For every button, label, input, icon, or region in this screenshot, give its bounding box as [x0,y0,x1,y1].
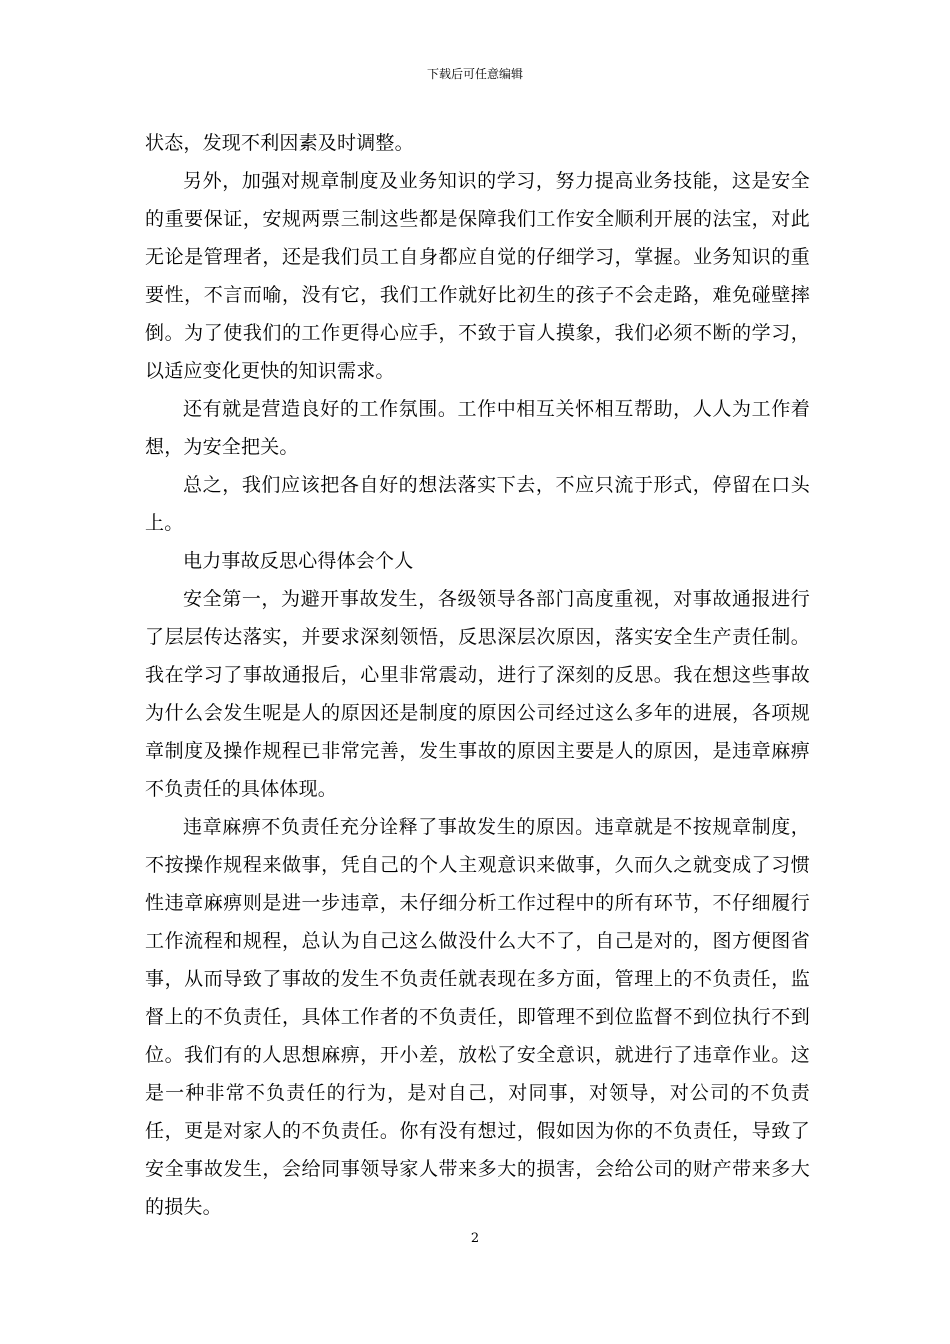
paragraph: 违章麻痹不负责任充分诠释了事故发生的原因。违章就是不按规章制度，不按操作规程来做事，凭自己的个人主观意识来做事，久而久之就变成了习惯性违章麻痹则是进一步违章，未仔细分析工作过程中的所有环节，不仔细履行工作流程和规程，总认为自己这么做没什么大不了，自己是对的，图方便图省事，从而导致了事故的发生不负责任就表现在多方面，管理上的不负责任，监督上的不负责任，具体工作者的不负责任，即管理不到位监督不到位执行不到位。我们有的人思想麻痹，开小差，放松了安全意识，就进行了违章作业。这是一种非常不负责任的行为，是对自己，对同事，对领导，对公司的不负责任，更是对家人的不负责任。你有没有想过，假如因为你的不负责任，导致了安全事故发生，会给同事领导家人带来多大的损害，会给公司的财产带来多大的损失。 [145,816,810,1218]
page-number: 2 [470,1231,480,1246]
paragraph: 安全第一，为避开事故发生，各级领导各部门高度重视，对事故通报进行了层层传达落实，并要求深刻领悟，反思深层次原因，落实安全生产责任制。我在学习了事故通报后，心里非常震动，进行了深刻的反思。我在想这些事故为什么会发生呢是人的原因还是制度的原因公司经过这么多年的进展，各项规章制度及操作规程已非常完善，发生事故的原因主要是人的原因，是违章麻痹不负责任的具体体现。 [145,588,810,800]
paragraph: 另外，加强对规章制度及业务知识的学习，努力提高业务技能，这是安全的重要保证，安规两票三制这些都是保障我们工作安全顺利开展的法宝，对此无论是管理者，还是我们员工自身都应自觉的仔细学习，掌握。业务知识的重要性，不言而喻，没有它，我们工作就好比初生的孩子不会走路，难免碰壁摔倒。为了使我们的工作更得心应手，不致于盲人摸象，我们必须不断的学习，以适应变化更快的知识需求。 [145,170,810,382]
paragraph: 总之，我们应该把各自好的想法落实下去，不应只流于形式，停留在口头上。 [145,474,810,534]
document-body [145,124,810,1226]
paragraph: 状态，发现不利因素及时调整。 [145,132,414,154]
section-title: 电力事故反思心得体会个人 [183,550,414,572]
paragraph: 还有就是营造良好的工作氛围。工作中相互关怀相互帮助，人人为工作着想，为安全把关。 [145,398,810,458]
page-header: 下载后可任意编辑 [426,67,523,81]
